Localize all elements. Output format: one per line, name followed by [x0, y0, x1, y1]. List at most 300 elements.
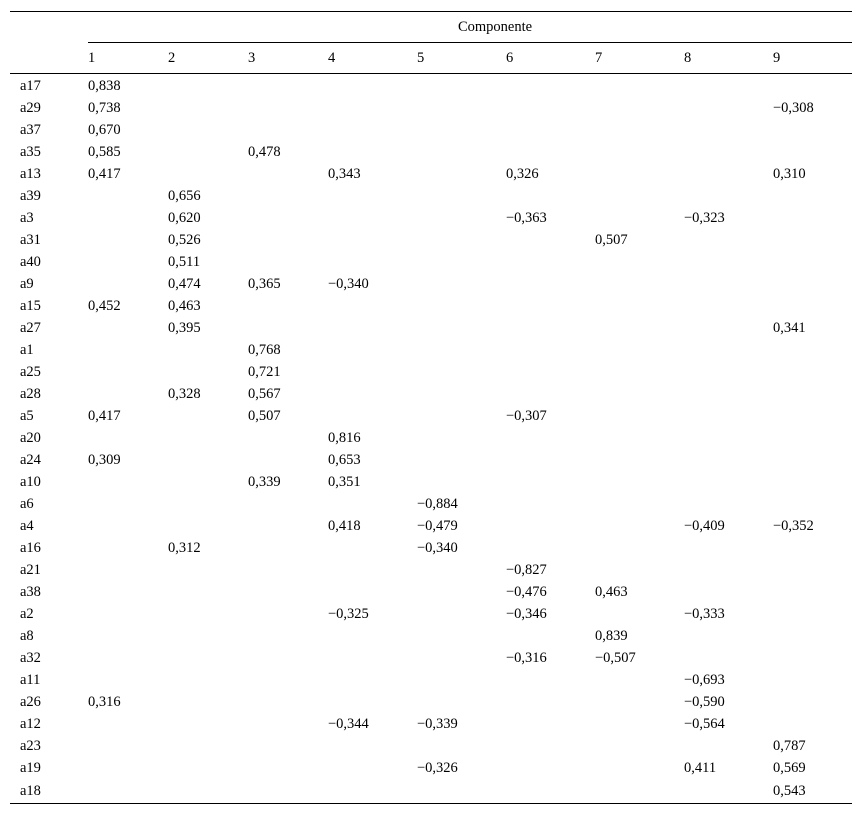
loading-cell: 0,507	[248, 407, 281, 424]
loading-cell	[684, 185, 773, 207]
loading-cell	[506, 493, 595, 515]
loading-cell	[328, 647, 417, 669]
loading-cell	[417, 735, 506, 757]
table-row	[10, 691, 852, 713]
table-row	[10, 119, 852, 141]
loading-cell	[506, 383, 595, 405]
loading-cell	[248, 74, 328, 98]
loading-cell	[417, 603, 506, 625]
loading-cell	[506, 361, 595, 383]
loading-cell	[417, 647, 506, 669]
loading-cell	[506, 185, 595, 207]
loading-cell	[248, 537, 328, 559]
loading-cell	[168, 691, 248, 713]
table-row	[10, 251, 852, 273]
loading-cell	[417, 251, 506, 273]
loading-cell	[773, 449, 852, 471]
loading-cell	[595, 735, 684, 757]
loading-cell	[684, 273, 773, 295]
loading-cell	[417, 295, 506, 317]
loading-cell: 0,839	[595, 627, 628, 644]
loading-cell	[506, 317, 595, 339]
loading-cell: −0,507	[595, 649, 636, 666]
loading-cell	[168, 713, 248, 735]
loading-cell: 0,395	[168, 319, 201, 336]
loading-cell	[773, 339, 852, 361]
loading-cell	[773, 581, 852, 603]
loading-cell	[168, 647, 248, 669]
loading-cell: 0,309	[88, 451, 121, 468]
column-header: 7	[595, 43, 684, 74]
loading-cell: 0,310	[773, 165, 806, 182]
loading-cell	[773, 603, 852, 625]
loading-cell: −0,323	[684, 209, 725, 226]
column-header: 1	[88, 43, 168, 74]
loading-cell	[417, 691, 506, 713]
loading-cell	[88, 559, 168, 581]
loading-cell	[506, 691, 595, 713]
row-label: a37	[20, 121, 41, 138]
row-label: a1	[20, 341, 34, 358]
row-label: a15	[20, 297, 41, 314]
loading-cell	[168, 515, 248, 537]
loading-cell	[684, 317, 773, 339]
row-label: a17	[20, 77, 41, 94]
table-body	[10, 74, 852, 804]
loading-cell	[88, 317, 168, 339]
loading-cell	[417, 449, 506, 471]
loading-cell	[595, 317, 684, 339]
loading-cell	[773, 691, 852, 713]
loading-cell	[773, 471, 852, 493]
loading-cell	[595, 779, 684, 804]
table-row	[10, 515, 852, 537]
loading-cell	[595, 669, 684, 691]
row-label: a5	[20, 407, 34, 424]
loading-cell: −0,564	[684, 715, 725, 732]
loading-cell	[248, 295, 328, 317]
loading-cell	[417, 229, 506, 251]
loading-cell	[168, 339, 248, 361]
table-row	[10, 74, 852, 98]
loading-cell: −0,340	[417, 539, 458, 556]
loading-cell	[248, 229, 328, 251]
loading-cell	[506, 97, 595, 119]
loading-cell	[88, 207, 168, 229]
loading-cell	[248, 603, 328, 625]
loading-cell	[168, 603, 248, 625]
table-row	[10, 581, 852, 603]
table-row	[10, 339, 852, 361]
loading-cell	[773, 537, 852, 559]
table-row	[10, 647, 852, 669]
loading-cell	[417, 405, 506, 427]
loading-cell	[684, 493, 773, 515]
loading-cell: 0,411	[684, 759, 717, 776]
loading-cell	[328, 251, 417, 273]
loading-cell: 0,312	[168, 539, 201, 556]
loading-cell: 0,620	[168, 209, 201, 226]
table-row	[10, 493, 852, 515]
loading-cell	[168, 141, 248, 163]
loading-cell	[773, 74, 852, 98]
loading-cell: 0,365	[248, 275, 281, 292]
loading-cell	[88, 383, 168, 405]
loading-cell: 0,738	[88, 99, 121, 116]
loading-cell	[328, 361, 417, 383]
loading-cell	[773, 427, 852, 449]
loading-cell: −0,409	[684, 517, 725, 534]
loading-cell: −0,693	[684, 671, 725, 688]
loading-cell	[168, 119, 248, 141]
loading-cell	[684, 427, 773, 449]
loading-cell	[328, 581, 417, 603]
column-header: 4	[328, 43, 417, 74]
loading-cell	[417, 625, 506, 647]
loading-cell	[773, 647, 852, 669]
table-row	[10, 603, 852, 625]
loading-cell	[506, 141, 595, 163]
loading-cell	[168, 361, 248, 383]
table-row	[10, 625, 852, 647]
loading-cell	[248, 493, 328, 515]
loading-cell	[773, 405, 852, 427]
loading-cell	[328, 295, 417, 317]
loading-cell	[684, 537, 773, 559]
column-header: 9	[773, 43, 852, 74]
loading-cell: −0,340	[328, 275, 369, 292]
loading-cell	[506, 449, 595, 471]
loading-cell	[595, 427, 684, 449]
table-row	[10, 361, 852, 383]
loadings-table-container	[10, 11, 852, 804]
loading-cell	[168, 405, 248, 427]
loading-cell	[595, 713, 684, 735]
loading-cell	[773, 251, 852, 273]
row-label: a31	[20, 231, 41, 248]
loading-cell: −0,339	[417, 715, 458, 732]
loading-cell	[684, 74, 773, 98]
loading-cell	[248, 97, 328, 119]
loading-cell	[88, 779, 168, 804]
loading-cell	[88, 713, 168, 735]
loading-cell: 0,816	[328, 429, 361, 446]
loading-cell	[506, 339, 595, 361]
loading-cell: 0,341	[773, 319, 806, 336]
loading-cell	[248, 669, 328, 691]
loading-cell	[595, 97, 684, 119]
loading-cell	[88, 515, 168, 537]
loading-cell: 0,452	[88, 297, 121, 314]
loading-cell	[684, 735, 773, 757]
loading-cell: −0,326	[417, 759, 458, 776]
loading-cell	[248, 207, 328, 229]
loading-cell: 0,543	[773, 779, 852, 804]
loading-cell: 0,670	[88, 121, 121, 138]
loading-cell	[506, 779, 595, 804]
loading-cell	[88, 339, 168, 361]
loading-cell	[595, 141, 684, 163]
loading-cell: 0,463	[595, 583, 628, 600]
loading-cell	[506, 735, 595, 757]
table-row	[10, 317, 852, 339]
loading-cell: 0,417	[88, 165, 121, 182]
loading-cell	[168, 97, 248, 119]
row-label: a8	[20, 627, 34, 644]
loading-cell	[248, 559, 328, 581]
loading-cell	[328, 537, 417, 559]
row-label: a11	[20, 671, 41, 688]
loading-cell	[168, 163, 248, 185]
loading-cell	[773, 229, 852, 251]
loading-cell	[684, 339, 773, 361]
group-header: Componente	[88, 12, 852, 43]
loading-cell	[88, 427, 168, 449]
loading-cell	[88, 493, 168, 515]
loading-cell	[595, 603, 684, 625]
loading-cell	[248, 427, 328, 449]
loading-cell	[168, 493, 248, 515]
loading-cell	[595, 449, 684, 471]
loading-cell	[328, 559, 417, 581]
loading-cell	[417, 779, 506, 804]
loading-cell	[417, 339, 506, 361]
loading-cell	[168, 581, 248, 603]
table-row	[10, 449, 852, 471]
loading-cell	[168, 471, 248, 493]
loading-cell	[506, 229, 595, 251]
group-header-row	[10, 12, 852, 43]
loading-cell	[684, 163, 773, 185]
loading-cell: −0,352	[773, 517, 814, 534]
loading-cell	[417, 361, 506, 383]
loading-cell	[328, 493, 417, 515]
loading-cell	[417, 427, 506, 449]
loading-cell: −0,884	[417, 495, 458, 512]
row-label: a38	[20, 583, 41, 600]
loading-cell	[595, 757, 684, 779]
loading-cell	[88, 251, 168, 273]
loading-cell	[328, 317, 417, 339]
loading-cell: 0,656	[168, 187, 201, 204]
loading-cell	[595, 515, 684, 537]
loading-cell	[328, 141, 417, 163]
loading-cell: 0,328	[168, 385, 201, 402]
loading-cell	[595, 405, 684, 427]
loading-cell	[595, 119, 684, 141]
row-label: a26	[20, 693, 41, 710]
loading-cell	[595, 273, 684, 295]
row-label: a20	[20, 429, 41, 446]
loading-cell	[328, 229, 417, 251]
loading-cell	[773, 625, 852, 647]
loading-cell	[417, 559, 506, 581]
loading-cell	[506, 251, 595, 273]
loading-cell	[595, 471, 684, 493]
loading-cell: 0,339	[248, 473, 281, 490]
loading-cell	[506, 427, 595, 449]
loading-cell	[773, 119, 852, 141]
loading-cell	[506, 757, 595, 779]
loading-cell	[168, 757, 248, 779]
loading-cell	[88, 625, 168, 647]
loading-cell: −0,476	[506, 583, 547, 600]
loading-cell	[773, 185, 852, 207]
loading-cell	[684, 647, 773, 669]
loading-cell	[168, 74, 248, 98]
loading-cell	[88, 757, 168, 779]
row-label: a25	[20, 363, 41, 380]
loading-cell	[328, 383, 417, 405]
row-label: a13	[20, 165, 41, 182]
loading-cell: 0,653	[328, 451, 361, 468]
row-label: a10	[20, 473, 41, 490]
loading-cell	[506, 713, 595, 735]
loading-cell: −0,307	[506, 407, 547, 424]
loading-cell	[417, 581, 506, 603]
loading-cell	[506, 537, 595, 559]
loading-cell	[595, 537, 684, 559]
table-row	[10, 295, 852, 317]
loading-cell: −0,346	[506, 605, 547, 622]
loading-cell	[328, 207, 417, 229]
loading-cell	[506, 295, 595, 317]
loading-cell: −0,344	[328, 715, 369, 732]
table-row	[10, 471, 852, 493]
loading-cell: 0,351	[328, 473, 361, 490]
loading-cell: −0,333	[684, 605, 725, 622]
loading-cell	[595, 361, 684, 383]
loading-cell: 0,838	[88, 77, 121, 94]
loading-cell	[684, 97, 773, 119]
loading-cell	[684, 625, 773, 647]
loading-cell: −0,308	[773, 99, 814, 116]
loading-cell	[168, 779, 248, 804]
loading-cell	[684, 229, 773, 251]
loading-cell: −0,590	[684, 693, 725, 710]
table-row	[10, 141, 852, 163]
loading-cell	[684, 251, 773, 273]
loading-cell	[88, 735, 168, 757]
loading-cell	[595, 691, 684, 713]
loading-cell: 0,418	[328, 517, 361, 534]
loading-cell	[417, 74, 506, 98]
loading-cell: −0,363	[506, 209, 547, 226]
loading-cell	[773, 361, 852, 383]
loading-cell	[248, 317, 328, 339]
table-row	[10, 713, 852, 735]
table-row	[10, 427, 852, 449]
loading-cell	[248, 735, 328, 757]
loading-cell	[88, 361, 168, 383]
loading-cell	[88, 647, 168, 669]
loading-cell	[595, 74, 684, 98]
row-label: a40	[20, 253, 41, 270]
loading-cell	[248, 515, 328, 537]
table-row	[10, 779, 852, 804]
loading-cell	[328, 339, 417, 361]
column-header-row	[10, 43, 852, 74]
loading-cell	[248, 449, 328, 471]
loading-cell	[88, 669, 168, 691]
loading-cell: 0,768	[248, 341, 281, 358]
row-label: a6	[20, 495, 34, 512]
loading-cell: 0,417	[88, 407, 121, 424]
column-header: 3	[248, 43, 328, 74]
loading-cell: 0,326	[506, 165, 539, 182]
loading-cell	[595, 339, 684, 361]
loading-cell	[773, 383, 852, 405]
loading-cell	[168, 449, 248, 471]
table-row	[10, 559, 852, 581]
loading-cell	[684, 361, 773, 383]
row-label: a12	[20, 715, 41, 732]
loading-cell	[684, 405, 773, 427]
loading-cell	[417, 471, 506, 493]
loading-cell: 0,511	[168, 253, 201, 270]
loading-cell	[684, 449, 773, 471]
loading-cell	[773, 141, 852, 163]
loading-cell	[328, 74, 417, 98]
table-row	[10, 207, 852, 229]
table-row	[10, 735, 852, 757]
loading-cell: 0,585	[88, 143, 121, 160]
loading-cell	[684, 383, 773, 405]
loading-cell	[88, 603, 168, 625]
loading-cell	[417, 141, 506, 163]
loading-cell	[248, 119, 328, 141]
loading-cell	[773, 207, 852, 229]
table-row	[10, 405, 852, 427]
row-label: a19	[20, 759, 41, 776]
loading-cell	[328, 625, 417, 647]
loading-cell: −0,325	[328, 605, 369, 622]
loading-cell	[684, 141, 773, 163]
loading-cell	[168, 669, 248, 691]
loading-cell: −0,827	[506, 561, 547, 578]
table-row	[10, 383, 852, 405]
loading-cell	[595, 383, 684, 405]
table-row	[10, 537, 852, 559]
loading-cell: 0,567	[248, 385, 281, 402]
loading-cell: 0,463	[168, 297, 201, 314]
loading-cell: 0,507	[595, 231, 628, 248]
loading-cell	[595, 493, 684, 515]
loading-cell	[248, 691, 328, 713]
loading-cell	[168, 735, 248, 757]
table-row	[10, 163, 852, 185]
row-label: a3	[20, 209, 34, 226]
row-label: a32	[20, 649, 41, 666]
loading-cell	[417, 119, 506, 141]
loading-cell	[506, 119, 595, 141]
loading-cell	[328, 185, 417, 207]
loading-cell: 0,316	[88, 693, 121, 710]
loading-cell	[684, 471, 773, 493]
loading-cell	[595, 163, 684, 185]
loading-cell: 0,478	[248, 143, 281, 160]
loading-cell	[773, 669, 852, 691]
row-label: a29	[20, 99, 41, 116]
loading-cell	[248, 163, 328, 185]
loading-cell	[595, 185, 684, 207]
loading-cell	[417, 185, 506, 207]
loading-cell	[684, 559, 773, 581]
loading-cell	[506, 273, 595, 295]
loading-cell	[248, 779, 328, 804]
loading-cell	[88, 185, 168, 207]
loading-cell	[773, 713, 852, 735]
